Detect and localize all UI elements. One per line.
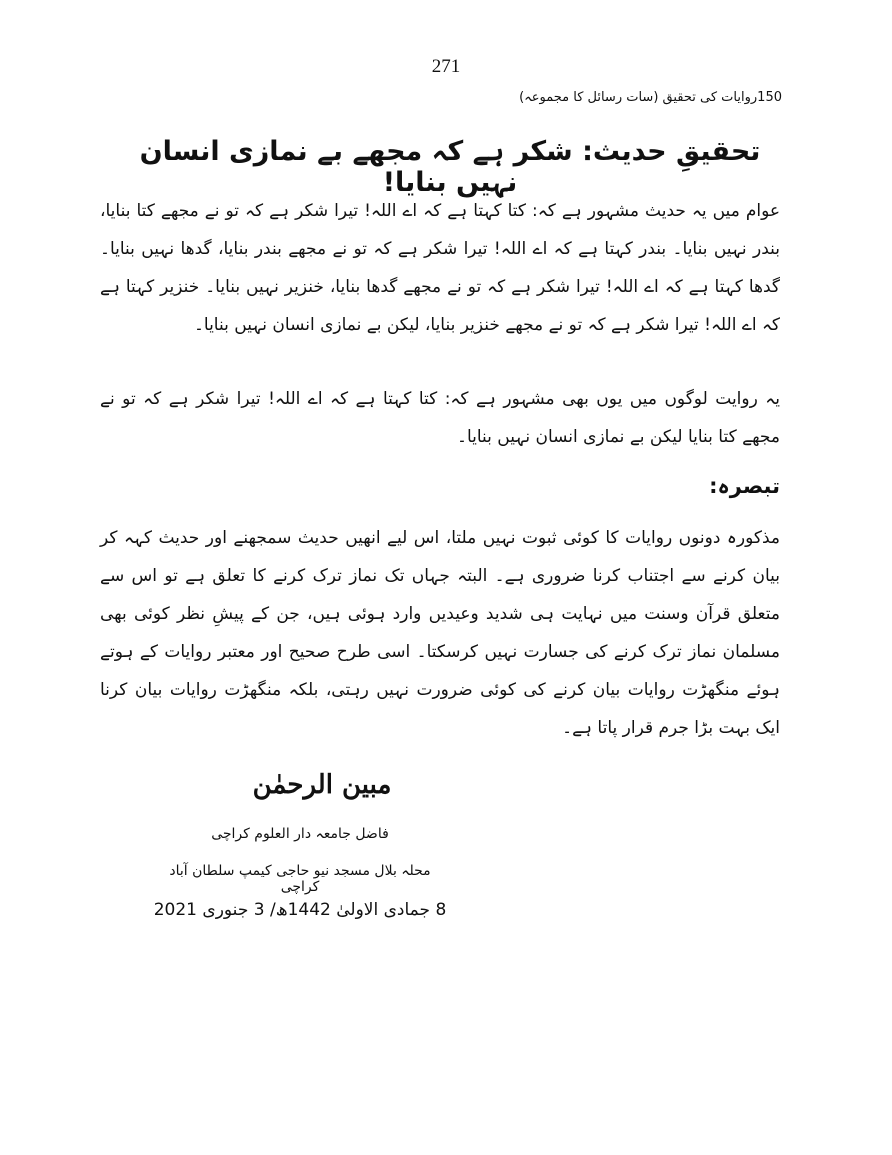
commentary-paragraph: مذکورہ دونوں روایات کا کوئی ثبوت نہیں ملتا، اس لیے انھیں حدیث سمجھنے اور حدیث کہہ کر بیان کرنے سے اجتناب کرنا ضروری ہے۔ البتہ جہاں تک نماز ترک کرنے کا تعلق ہے تو اس سے متعلق قرآن وسنت میں نہایت ہی شدید وعیدیں وارد ہوئی ہیں، جن کے پیشِ نظر کوئی بھی مسلمان نماز ترک کرنے کی جسارت نہیں کرسکتا۔ اسی طرح صحیح اور معتبر روایات کے ہوتے ہوئے منگھڑت روایات بیان کرنے کی کوئی ضرورت نہیں رہتی، بلکہ منگھڑت روایات بیان کرنا ایک بہت بڑا جرم قرار پاتا ہے۔	[100, 528, 780, 738]
author-signature: مبین الرحمٰن	[252, 770, 392, 800]
page-title: تحقیقِ حدیث: شکر ہے کہ مجھے بے نمازی انسان نہیں بنایا!	[139, 136, 761, 198]
paragraph-1: عوام میں یہ حدیث مشہور ہے کہ: کتا کہتا ہے کہ اے اللہ! تیرا شکر ہے کہ تو نے مجھے کتا بنایا، بندر نہیں بنایا۔ بندر کہتا ہے کہ اے اللہ! تیرا شکر ہے کہ تو نے مجھے بندر بنایا، گدھا نہیں بنایا۔ گدھا کہتا ہے کہ اے اللہ! تیرا شکر ہے کہ تو نے مجھے گدھا بنایا، خنزیر نہیں بنایا۔ خنزیر کہتا ہے کہ اے اللہ! تیرا شکر ہے کہ تو نے مجھے خنزیر بنایا، لیکن بے نمازی انسان نہیں بنایا۔	[100, 201, 780, 335]
paragraph-2: یہ روایت لوگوں میں یوں بھی مشہور ہے کہ: کتا کہتا ہے کہ اے اللہ! تیرا شکر ہے کہ تو نے مجھے کتا بنایا لیکن بے نمازی انسان نہیں بنایا۔	[100, 389, 780, 447]
author-address: محلہ بلال مسجد نیو حاجی کیمپ سلطان آباد کراچی	[169, 863, 431, 895]
date-line: 8 جمادی الاولیٰ 1442ھ/ 3 جنوری 2021	[153, 900, 447, 920]
page-number: 271	[431, 56, 461, 77]
running-header: 150روایات کی تحقیق (سات رسائل کا مجموعہ)	[519, 90, 782, 105]
commentary-heading: تبصرہ:	[709, 474, 780, 498]
author-affiliation: فاضل جامعہ دار العلوم کراچی	[211, 826, 389, 842]
